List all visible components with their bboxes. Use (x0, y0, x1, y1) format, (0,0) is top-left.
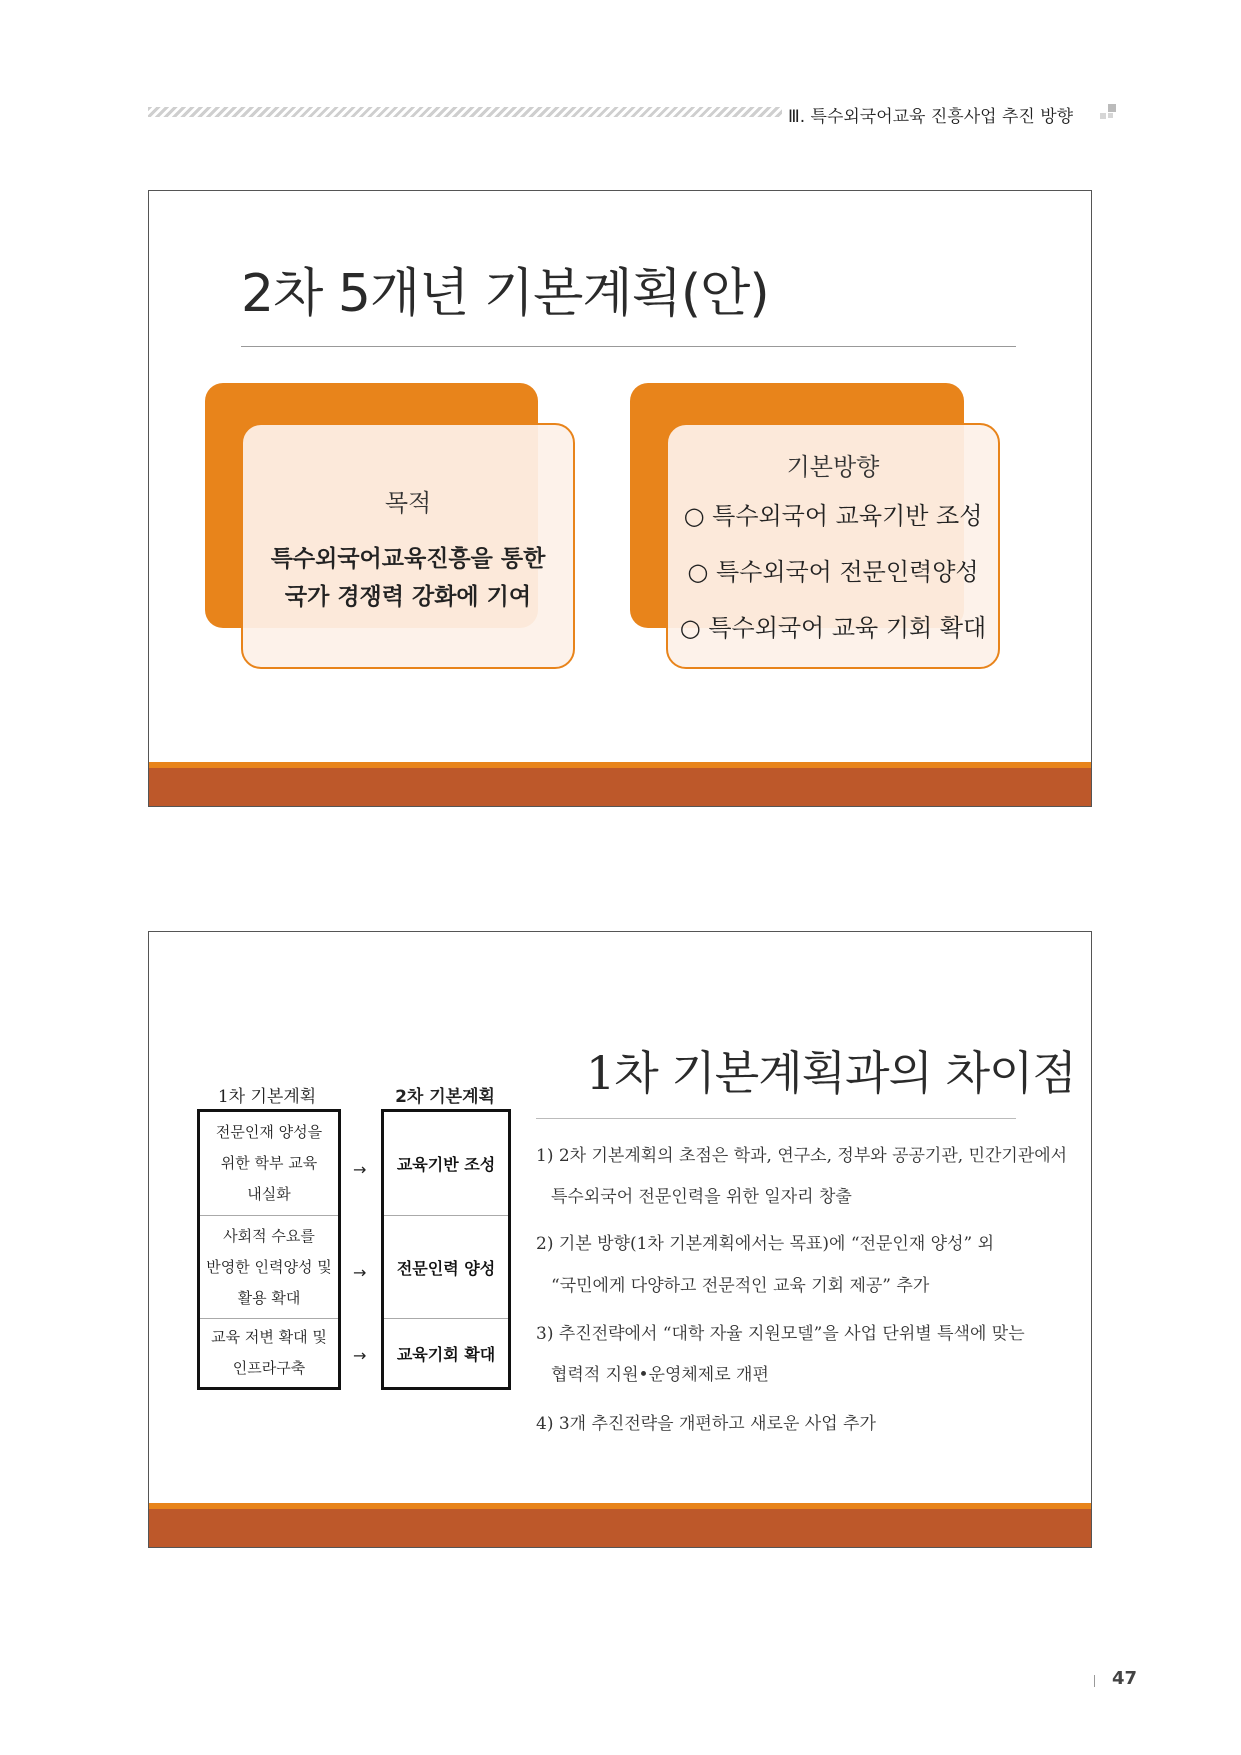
cell-line: 반영한 인력양성 및 (206, 1257, 332, 1276)
difference-point-2-cont: “국민에게 다양하고 전문적인 교육 기회 제공” 추가 (551, 1276, 930, 1296)
footer-band (149, 768, 1091, 806)
page-number-divider (1094, 1675, 1095, 1687)
title-divider (241, 346, 1016, 347)
direction-item: ○ 특수외국어 전문인력양성 (687, 558, 979, 586)
title-divider (536, 1118, 1016, 1119)
difference-point-4: 4) 3개 추진전략을 개편하고 새로운 사업 추가 (536, 1414, 876, 1434)
purpose-line: 국가 경쟁력 강화에 기여 (284, 584, 532, 610)
slide-differences (148, 931, 1092, 1548)
second-plan-cell: 교육기회 확대 (396, 1344, 496, 1364)
difference-point-1-cont: 특수외국어 전문인력을 위한 일자리 창출 (551, 1187, 852, 1207)
purpose-card (241, 423, 575, 669)
purpose-line: 특수외국어교육진흥을 통한 (270, 546, 546, 572)
direction-title: 기본방향 (786, 453, 880, 481)
difference-point-1: 1) 2차 기본계획의 초점은 학과, 연구소, 정부와 공공기관, 민간기관에서 (536, 1146, 1068, 1166)
arrow-icon: → (353, 1160, 367, 1179)
direction-card (666, 423, 1000, 669)
cell-line: 사회적 수요를 (223, 1226, 315, 1245)
cell-line: 활용 확대 (237, 1288, 301, 1307)
difference-point-3: 3) 추진전략에서 “대학 자율 지원모델”을 사업 단위별 특색에 맞는 (536, 1324, 1025, 1344)
cell-line: 내실화 (247, 1185, 291, 1203)
page-number: 47 (1112, 1668, 1138, 1689)
slide-basic-plan (148, 190, 1092, 807)
second-plan-table (381, 1109, 511, 1390)
cell-line: 위한 학부 교육 (220, 1154, 318, 1172)
slide-title: 1차 기본계획과의 차이점 (586, 1046, 1076, 1100)
purpose-body (243, 540, 573, 616)
difference-point-2: 2) 기본 방향(1차 기본계획에서는 목표)에 “전문인재 양성” 외 (536, 1234, 995, 1254)
direction-item: ○ 특수외국어 교육 기회 확대 (679, 614, 987, 642)
header-decoration-stripe (148, 107, 782, 117)
cell-line: 전문인재 양성을 (215, 1123, 323, 1141)
footer-band (149, 1509, 1091, 1547)
first-plan-cell (200, 1216, 338, 1318)
slide-title: 2차 5개년 기본계획(안) (241, 264, 769, 324)
first-plan-table (197, 1109, 341, 1390)
chapter-title: Ⅲ. 특수외국어교육 진흥사업 추진 방향 (788, 107, 1074, 127)
direction-item: ○ 특수외국어 교육기반 조성 (683, 502, 983, 530)
second-plan-cell: 전문인력 양성 (396, 1258, 496, 1278)
first-plan-cell (200, 1319, 338, 1387)
arrow-icon: → (353, 1346, 367, 1365)
difference-point-3-cont: 협력적 지원•운영체제로 개편 (551, 1365, 769, 1385)
first-plan-cell (200, 1112, 338, 1215)
arrow-icon: → (353, 1263, 367, 1282)
table-header-first-plan: 1차 기본계획 (217, 1087, 317, 1107)
second-plan-cell: 교육기반 조성 (396, 1155, 496, 1174)
cell-line: 교육 저변 확대 및 (211, 1328, 327, 1346)
purpose-title: 목적 (384, 489, 432, 517)
cell-line: 인프라구축 (232, 1359, 306, 1377)
header-squares-icon (1100, 104, 1118, 122)
table-header-second-plan: 2차 기본계획 (395, 1087, 495, 1107)
